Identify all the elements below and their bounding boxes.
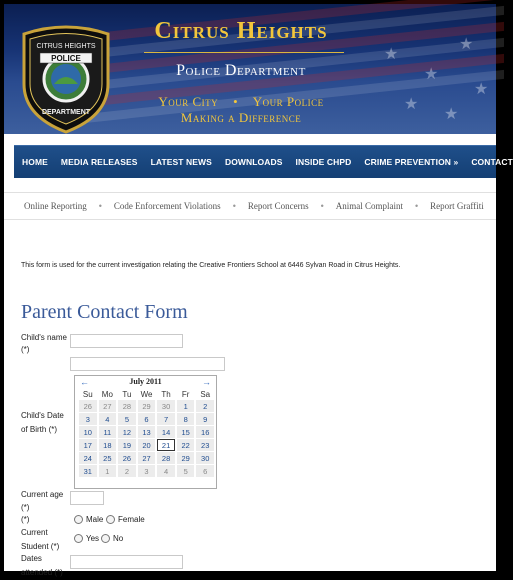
subnav-separator: • (98, 201, 102, 211)
calendar-day[interactable]: 8 (177, 413, 195, 425)
nav-media-releases[interactable]: MEDIA RELEASES (60, 157, 138, 167)
calendar-day[interactable]: 28 (157, 452, 175, 464)
nav-home[interactable]: HOME (22, 157, 48, 167)
calendar-day[interactable]: 14 (157, 426, 175, 438)
subnav-separator: • (232, 201, 236, 211)
dob-input[interactable] (70, 357, 225, 371)
calendar-day-selected[interactable]: 21 (157, 439, 175, 451)
sub-nav (4, 192, 496, 220)
site-subtitle: Police Department (176, 62, 306, 79)
page (4, 4, 513, 577)
svg-text:CITRUS HEIGHTS: CITRUS HEIGHTS (36, 43, 96, 50)
tagline-line-1: Your City • Your Police (158, 94, 324, 109)
dob-label: Child's Date of Birth (*) (21, 411, 64, 434)
calendar-day[interactable]: 10 (79, 426, 97, 438)
calendar-day[interactable]: 24 (79, 452, 97, 464)
male-label: Male (86, 515, 104, 524)
form-title: Parent Contact Form (21, 301, 188, 323)
subnav-animal-complaint[interactable]: Animal Complaint (335, 201, 403, 211)
calendar-day[interactable]: 25 (99, 452, 117, 464)
student-yes-radio[interactable] (74, 534, 83, 543)
calendar-day[interactable]: 11 (99, 426, 117, 438)
calendar-day[interactable]: 15 (177, 426, 195, 438)
calendar-day[interactable]: 26 (118, 452, 136, 464)
calendar-weekday: We (140, 389, 153, 399)
calendar-day[interactable]: 19 (118, 439, 136, 451)
calendar-day[interactable]: 26 (79, 400, 97, 412)
calendar-weekday: Su (82, 389, 93, 399)
calendar-day[interactable]: 5 (177, 465, 195, 477)
calendar-weekday: Th (161, 389, 171, 399)
calendar-day[interactable]: 30 (157, 400, 175, 412)
subnav-code-enforcement[interactable]: Code Enforcement Violations (113, 201, 221, 211)
student-yes-label: Yes (86, 534, 100, 543)
male-radio[interactable] (74, 515, 83, 524)
subnav-online-reporting[interactable]: Online Reporting (24, 201, 87, 211)
nav-contact[interactable]: CONTACT (471, 157, 513, 167)
calendar-day[interactable]: 13 (138, 426, 156, 438)
header-banner: ★ ★ ★ ★ ★ ★ CITRUS HEIGHTS POLICE DEPARTMENT Citrus Heights Police Department Your City • Your Police Making a Difference (4, 4, 496, 134)
calendar-week-row (79, 426, 214, 438)
age-required: (*) (21, 503, 30, 512)
calendar-day[interactable]: 29 (177, 452, 195, 464)
nav-crime-prevention[interactable]: CRIME PREVENTION » (364, 157, 459, 167)
site-title: Citrus Heights (154, 18, 328, 44)
calendar-prev-arrow-icon[interactable]: ← (80, 377, 89, 387)
svg-text:DEPARTMENT: DEPARTMENT (41, 109, 91, 116)
calendar-day[interactable]: 27 (138, 452, 156, 464)
calendar-day[interactable]: 16 (196, 426, 214, 438)
calendar-day[interactable]: 4 (157, 465, 175, 477)
calendar-month-label: July 2011 (129, 377, 162, 386)
title-divider (144, 52, 344, 53)
main-nav (14, 145, 513, 178)
subnav-report-graffiti[interactable]: Report Graffiti (430, 201, 484, 211)
child-name-label: Child's name (21, 333, 67, 342)
nav-latest-news[interactable]: LATEST NEWS (150, 157, 212, 167)
calendar-day[interactable]: 17 (79, 439, 97, 451)
nav-downloads[interactable]: DOWNLOADS (224, 157, 283, 167)
calendar-next-arrow-icon[interactable]: → (202, 377, 211, 387)
calendar-weekday: Mo (101, 389, 113, 399)
calendar-day[interactable]: 6 (138, 413, 156, 425)
svg-text:POLICE: POLICE (51, 54, 81, 63)
calendar-weekday: Fr (181, 389, 190, 399)
subnav-report-concerns[interactable]: Report Concerns (247, 201, 309, 211)
calendar-day[interactable]: 27 (99, 400, 117, 412)
age-input[interactable] (70, 491, 104, 505)
calendar-day[interactable]: 1 (177, 400, 195, 412)
calendar-weekday: Tu (122, 389, 132, 399)
date-picker-calendar (74, 375, 217, 489)
calendar-day[interactable]: 22 (177, 439, 195, 451)
intro-text: This form is used for the current investigation relating the Creative Frontiers School at 6446 Sylvan Road in Citrus Heights. (21, 262, 401, 269)
female-radio[interactable] (106, 515, 115, 524)
calendar-day[interactable]: 2 (196, 400, 214, 412)
child-name-required: (*) (21, 345, 30, 354)
calendar-week-row (79, 400, 214, 412)
calendar-day[interactable]: 4 (99, 413, 117, 425)
calendar-week-row (79, 413, 214, 425)
subnav-separator: • (415, 201, 419, 211)
calendar-day[interactable]: 6 (196, 465, 214, 477)
calendar-day[interactable]: 9 (196, 413, 214, 425)
calendar-day[interactable]: 1 (99, 465, 117, 477)
student-no-label: No (113, 534, 124, 543)
calendar-grid (77, 388, 216, 478)
calendar-day[interactable]: 3 (79, 413, 97, 425)
calendar-day[interactable]: 18 (99, 439, 117, 451)
age-label: Current age (21, 490, 64, 499)
calendar-week-row (79, 465, 214, 477)
calendar-day[interactable]: 28 (118, 400, 136, 412)
calendar-day[interactable]: 12 (118, 426, 136, 438)
dates-attended-label: Dates attended (*) (21, 554, 63, 577)
calendar-day[interactable]: 20 (138, 439, 156, 451)
calendar-weekday: Sa (200, 389, 211, 399)
calendar-week-row (79, 452, 214, 464)
student-no-radio[interactable] (101, 534, 110, 543)
calendar-day[interactable]: 3 (138, 465, 156, 477)
child-name-input[interactable] (70, 334, 183, 348)
dates-attended-input[interactable] (70, 555, 183, 569)
calendar-day[interactable]: 7 (157, 413, 175, 425)
police-badge-logo[interactable] (20, 24, 112, 134)
calendar-day[interactable]: 29 (138, 400, 156, 412)
calendar-day[interactable]: 5 (118, 413, 136, 425)
calendar-day[interactable]: 30 (196, 452, 214, 464)
calendar-day[interactable]: 23 (196, 439, 214, 451)
tagline-line-2: Making a Difference (180, 110, 302, 125)
current-student-label: Current Student (*) (21, 528, 60, 551)
calendar-week-row (79, 439, 214, 451)
female-label: Female (118, 515, 145, 524)
calendar-day[interactable]: 31 (79, 465, 97, 477)
subnav-separator: • (320, 201, 324, 211)
gender-required: (*) (21, 515, 30, 524)
nav-inside-chpd[interactable]: INSIDE CHPD (295, 157, 352, 167)
calendar-day[interactable]: 2 (118, 465, 136, 477)
